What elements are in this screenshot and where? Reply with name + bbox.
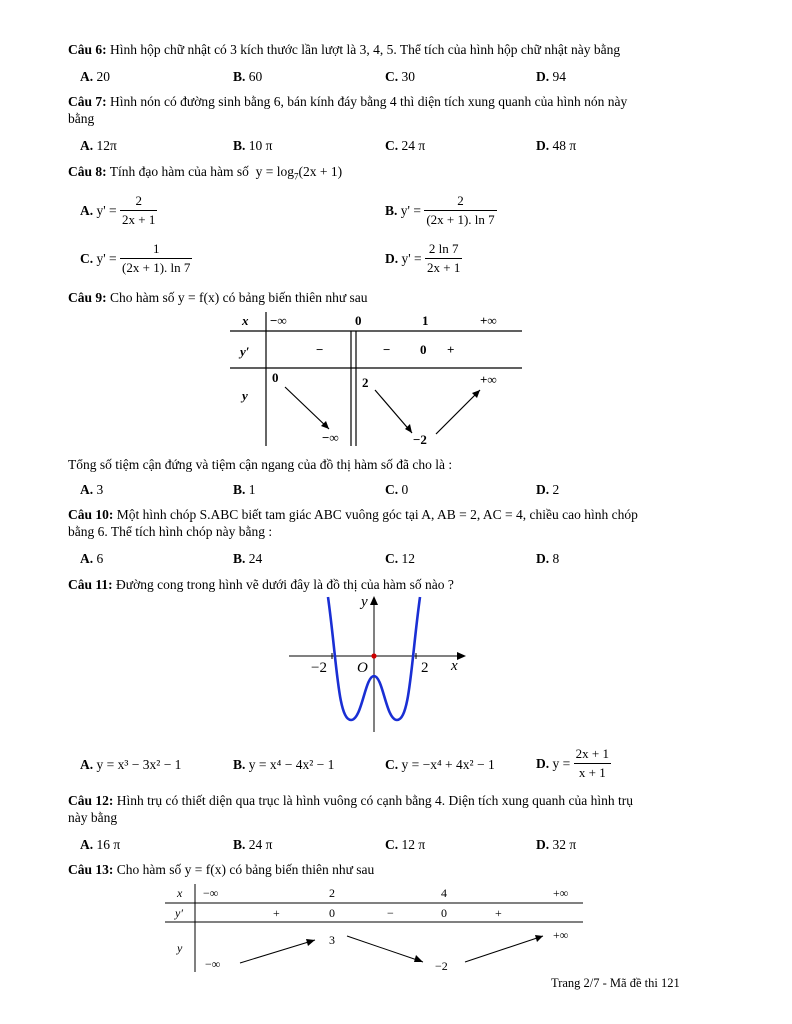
q8-option-a: A. y' = $\frac{2}{2x + 1}$ bbox=[80, 193, 156, 227]
q13-yprime-value: 0 bbox=[441, 906, 447, 920]
q6-option-c: C. 30 bbox=[385, 69, 415, 84]
q13-text: Cho hàm số y = f(x) có bảng biến thiên như sau bbox=[116, 862, 375, 877]
q9-option-c: C. 0 bbox=[385, 482, 409, 497]
page-footer: Trang 2/7 - Mã đề thi 121 bbox=[551, 976, 680, 990]
q8-option-d: D. y' = $\frac{2 \ln 7}{2x + 1}$ bbox=[385, 241, 461, 275]
q6-stem bbox=[68, 42, 620, 58]
q9-option-d: D. 2 bbox=[536, 482, 560, 497]
q8-option-b: B. y' = $\frac{2}{(2x + 1). \ln 7}$ bbox=[385, 193, 495, 227]
q7-option-c: C. 24 π bbox=[385, 138, 426, 153]
q9-y-value: −∞ bbox=[322, 430, 339, 445]
q10-stem bbox=[68, 507, 638, 523]
q13-label: Câu 13: bbox=[68, 862, 114, 877]
q10-option-a: A. 6 bbox=[80, 551, 104, 566]
q9-x-value: −∞ bbox=[270, 313, 287, 328]
q9-x-value: +∞ bbox=[480, 313, 497, 328]
q10-option-d: D. 8 bbox=[536, 551, 560, 566]
q11-stem bbox=[68, 577, 454, 593]
q13-x-value: −∞ bbox=[203, 886, 219, 900]
q12-option-a: A. 16 π bbox=[80, 837, 121, 852]
q13-y-value: −2 bbox=[435, 959, 448, 973]
q11-option-d: D. y = $\frac{2x + 1}{x + 1}$ bbox=[536, 746, 609, 780]
q8-function: $y = \log_7(2x + 1)$ bbox=[255, 164, 343, 182]
q9-x-value: 1 bbox=[422, 313, 429, 328]
q9-x-value: 0 bbox=[355, 313, 362, 328]
q7-option-b: B. 10 π bbox=[233, 138, 273, 153]
q13-x-value: 4 bbox=[441, 886, 447, 900]
q11-label: Câu 11: bbox=[68, 577, 113, 592]
q10-option-b: B. 24 bbox=[233, 551, 263, 566]
q11-tick-label: 2 bbox=[421, 660, 429, 676]
q11-tick-label: −2 bbox=[311, 660, 327, 676]
q11-y-axis-label: y bbox=[361, 594, 368, 610]
q6-option-a: A. 20 bbox=[80, 69, 110, 84]
q9-label: Câu 9: bbox=[68, 290, 107, 305]
q9-y-value: +∞ bbox=[480, 372, 497, 387]
q9-yprime-value: − bbox=[316, 342, 324, 357]
q13-y-value: −∞ bbox=[205, 957, 221, 971]
q12-option-b: B. 24 π bbox=[233, 837, 273, 852]
q11-option-a: A. y = x³ − 3x² − 1 bbox=[80, 757, 182, 772]
q13-yprime-value: 0 bbox=[329, 906, 335, 920]
q6-text: Hình hộp chữ nhật có 3 kích thước lần lượt là 3, 4, 5. Thể tích của hình hộp chữ nhật này bằng bbox=[110, 42, 621, 57]
q8-option-c: C. y' = $\frac{1}{(2x + 1). \ln 7}$ bbox=[80, 241, 191, 275]
q13-stem bbox=[68, 862, 374, 878]
q11-origin-point bbox=[371, 653, 376, 658]
q8-label: Câu 8: bbox=[68, 164, 107, 179]
q10-option-c: C. 12 bbox=[385, 551, 415, 566]
q8-stem bbox=[68, 164, 342, 182]
q7-stem bbox=[68, 94, 627, 110]
q10-text-line2: bằng 6. Thể tích hình chóp này bằng : bbox=[68, 524, 273, 539]
q9-y-value: 2 bbox=[362, 375, 369, 390]
q9-yprime-value: 0 bbox=[420, 342, 427, 357]
q9-text: Cho hàm số y = f(x) có bảng biến thiên như sau bbox=[110, 290, 368, 305]
q6-label: Câu 6: bbox=[68, 42, 107, 57]
q13-x-value: 2 bbox=[329, 886, 335, 900]
q11-graph bbox=[285, 592, 470, 737]
q10-text: Một hình chóp S.ABC biết tam giác ABC vuông góc tại A, AB = 2, AC = 4, chiều cao hình chóp bbox=[116, 507, 638, 522]
q7-option-a: A. 12π bbox=[80, 138, 117, 153]
q9-yprime-label: y′ bbox=[240, 344, 250, 359]
q12-option-d: D. 32 π bbox=[536, 837, 577, 852]
q13-x-value: +∞ bbox=[553, 886, 569, 900]
q13-yprime-label: y′ bbox=[175, 906, 183, 920]
q13-yprime-value: + bbox=[273, 906, 280, 920]
q11-x-axis-label: x bbox=[451, 658, 458, 674]
q7-label: Câu 7: bbox=[68, 94, 107, 109]
q13-y-value: +∞ bbox=[553, 928, 569, 942]
q9-yprime-value: − bbox=[383, 342, 391, 357]
q9-yprime-value: + bbox=[447, 342, 455, 357]
q12-label: Câu 12: bbox=[68, 793, 114, 808]
q7-text: Hình nón có đường sinh bằng 6, bán kính đáy bằng 4 thì diện tích xung quanh của hình nón này bbox=[110, 94, 628, 109]
q9-option-a: A. 3 bbox=[80, 482, 104, 497]
q12-text: Hình trụ có thiết diện qua trục là hình vuông có cạnh bằng 4. Diện tích xung quanh của hình trụ bbox=[116, 793, 634, 808]
q6-option-d: D. 94 bbox=[536, 69, 566, 84]
q10-label: Câu 10: bbox=[68, 507, 114, 522]
q12-text-line2: này bằng bbox=[68, 810, 118, 825]
q9-y-label: y bbox=[242, 388, 248, 403]
q13-yprime-value: − bbox=[387, 906, 394, 920]
q9-stem bbox=[68, 290, 368, 306]
q13-x-label: x bbox=[177, 886, 183, 900]
q13-y-label: y bbox=[177, 941, 183, 955]
q13-y-value: 3 bbox=[329, 933, 335, 947]
q13-yprime-value: + bbox=[495, 906, 502, 920]
q8-text: Tính đạo hàm của hàm số bbox=[109, 164, 249, 179]
q7-option-d: D. 48 π bbox=[536, 138, 577, 153]
q11-option-c: C. y = −x⁴ + 4x² − 1 bbox=[385, 757, 495, 772]
q13-variation-table bbox=[165, 882, 585, 974]
q7-text-line2: bằng bbox=[68, 111, 95, 126]
q12-stem bbox=[68, 793, 633, 809]
q11-origin-label: O bbox=[357, 660, 368, 676]
q9-variation-table bbox=[230, 310, 522, 450]
q11-text: Đường cong trong hình vẽ dưới đây là đồ thị của hàm số nào ? bbox=[116, 577, 454, 592]
q6-option-b: B. 60 bbox=[233, 69, 263, 84]
q11-option-b: B. y = x⁴ − 4x² − 1 bbox=[233, 757, 335, 772]
q12-option-c: C. 12 π bbox=[385, 837, 426, 852]
q9-question: Tổng số tiệm cận đứng và tiệm cận ngang của đồ thị hàm số đã cho là : bbox=[68, 457, 453, 472]
q9-option-b: B. 1 bbox=[233, 482, 256, 497]
q9-y-value: −2 bbox=[413, 432, 427, 447]
q9-x-label: x bbox=[242, 313, 249, 328]
q9-y-value: 0 bbox=[272, 370, 279, 385]
